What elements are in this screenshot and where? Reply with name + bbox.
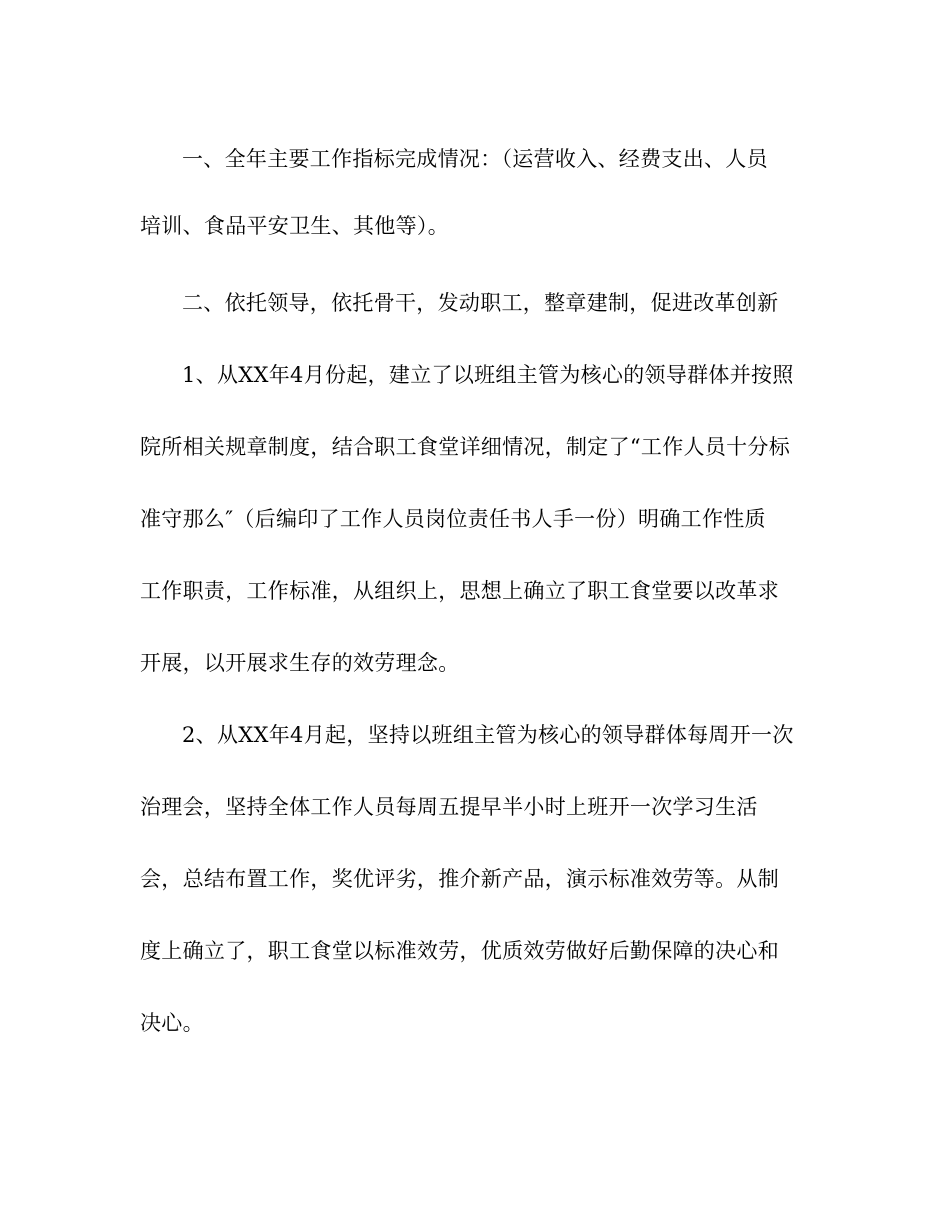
paragraph-3-line-3: 准守那么″（后编印了工作人员岗位责任书人手一份）明确工作性质 [140,507,766,531]
paragraph-3-line-4: 工作职责，工作标准，从组织上，思想上确立了职工食堂要以改革求 [140,579,779,603]
paragraph-4-line-3: 会，总结布置工作，奖优评劣，推介新产品，演示标准效劳等。从制 [140,867,779,891]
paragraph-4-line-2: 治理会，坚持全体工作人员每周五提早半小时上班开一次学习生活 [140,795,758,819]
paragraph-3-line-5: 开展，以开展求生存的效劳理念。 [140,651,460,675]
paragraph-4-line-4: 度上确立了，职工食堂以标准效劳，优质效劳做好后勤保障的决心和 [140,939,779,963]
paragraph-3-line-1: 1、从XX年4月份起，建立了以班组主管为核心的领导群体并按照 [182,363,794,387]
paragraph-1-line-2: 培训、食品平安卫生、其他等）。 [140,214,449,238]
paragraph-2-line-1: 二、依托领导，依托骨干，发动职工，整章建制，促进改革创新 [182,291,779,315]
paragraph-3-line-2: 院所相关规章制度，结合职工食堂详细情况，制定了“工作人员十分标 [140,435,791,459]
paragraph-4-line-1: 2、从XX年4月起，坚持以班组主管为核心的领导群体每周开一次 [182,723,794,747]
paragraph-1-line-1: 一、全年主要工作指标完成情况：（运营收入、经费支出、人员 [182,147,768,171]
paragraph-4-line-5: 决心。 [140,1011,204,1035]
